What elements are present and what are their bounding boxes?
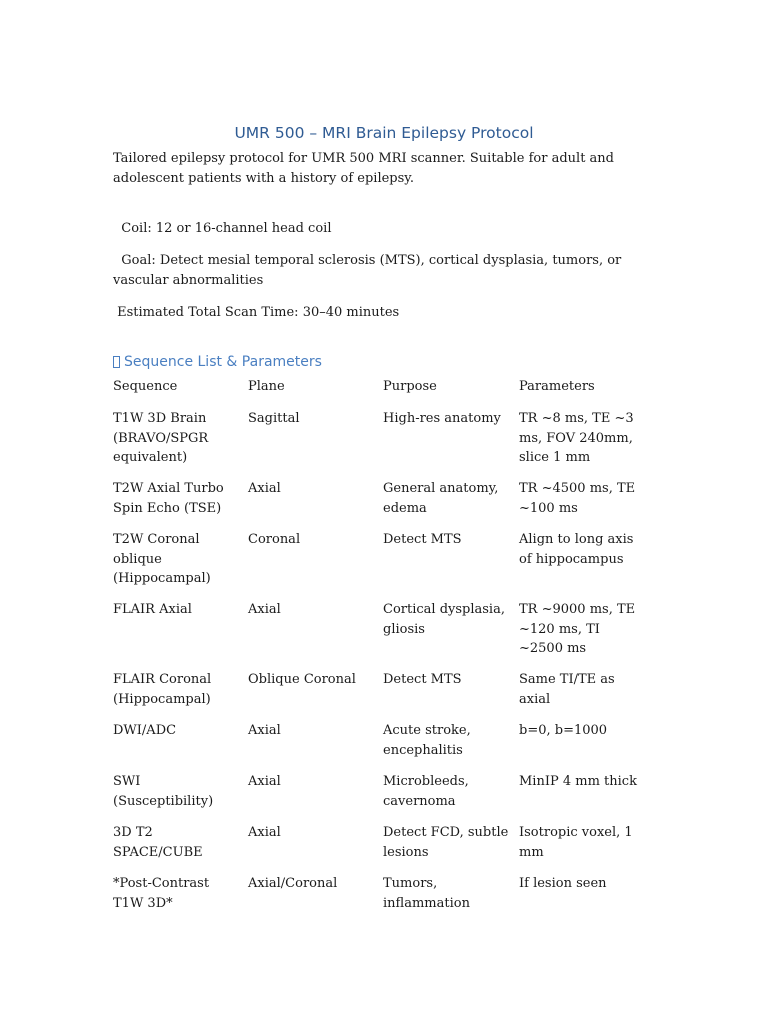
- header-sequence: Sequence: [113, 379, 178, 394]
- scan-time-line: Estimated Total Scan Time: 30–40 minutes: [113, 305, 400, 320]
- cell-purpose: Detect FCD, subtle lesions: [383, 825, 509, 860]
- cell-parameters: MinIP 4 mm thick: [519, 774, 637, 789]
- table-row: [113, 874, 653, 925]
- cell-sequence: *Post-Contrast T1W 3D*: [113, 876, 210, 911]
- table-row: [113, 721, 653, 772]
- cell-plane: Axial: [248, 774, 281, 789]
- table-header-row: [113, 377, 653, 409]
- missing-glyph-icon: [113, 356, 120, 368]
- cell-purpose: Tumors, inflammation: [383, 876, 470, 911]
- table-row: [113, 479, 653, 530]
- cell-purpose: Cortical dysplasia, gliosis: [383, 602, 505, 637]
- section-heading: [113, 354, 322, 370]
- cell-purpose: High-res anatomy: [383, 411, 501, 426]
- cell-plane: Sagittal: [248, 411, 300, 426]
- table-row: [113, 823, 653, 874]
- cell-parameters: If lesion seen: [519, 876, 607, 891]
- cell-sequence: 3D T2 SPACE/CUBE: [113, 825, 203, 860]
- cell-plane: Axial: [248, 723, 281, 738]
- cell-parameters: Isotropic voxel, 1 mm: [519, 825, 633, 860]
- cell-parameters: Align to long axis of hippocampus: [519, 532, 634, 567]
- cell-sequence: FLAIR Coronal (Hippocampal): [113, 672, 212, 707]
- table-row: [113, 409, 653, 479]
- cell-plane: Axial: [248, 825, 281, 840]
- cell-sequence: SWI (Susceptibility): [113, 774, 214, 809]
- cell-parameters: Same TI/TE as axial: [519, 672, 615, 707]
- table-row: [113, 772, 653, 823]
- coil-line: Coil: 12 or 16-channel head coil: [113, 221, 332, 236]
- cell-plane: Axial: [248, 602, 281, 617]
- header-purpose: Purpose: [383, 379, 437, 394]
- cell-parameters: b=0, b=1000: [519, 723, 608, 738]
- cell-parameters: TR ~9000 ms, TE ~120 ms, TI ~2500 ms: [519, 602, 636, 656]
- section-heading-text: Sequence List & Parameters: [124, 354, 322, 370]
- table-row: [113, 670, 653, 721]
- table-row: [113, 530, 653, 600]
- goal-line: Goal: Detect mesial temporal sclerosis (MTS), cortical dysplasia, tumors, or vascular abnormalities: [113, 253, 626, 288]
- cell-sequence: T2W Axial Turbo Spin Echo (TSE): [113, 481, 224, 516]
- cell-parameters: TR ~8 ms, TE ~3 ms, FOV 240mm, slice 1 mm: [519, 411, 634, 465]
- table-row: [113, 600, 653, 670]
- cell-plane: Oblique Coronal: [248, 672, 356, 687]
- cell-purpose: Detect MTS: [383, 532, 462, 547]
- cell-sequence: T2W Coronal oblique (Hippocampal): [113, 532, 211, 586]
- cell-purpose: Acute stroke, encephalitis: [383, 723, 471, 758]
- cell-plane: Coronal: [248, 532, 301, 547]
- cell-sequence: DWI/ADC: [113, 723, 177, 738]
- sequence-table: [113, 377, 653, 925]
- cell-purpose: General anatomy, edema: [383, 481, 499, 516]
- cell-sequence: T1W 3D Brain (BRAVO/SPGR equivalent): [113, 411, 209, 465]
- cell-sequence: FLAIR Axial: [113, 602, 192, 617]
- cell-parameters: TR ~4500 ms, TE ~100 ms: [519, 481, 636, 516]
- cell-plane: Axial/Coronal: [248, 876, 338, 891]
- cell-plane: Axial: [248, 481, 281, 496]
- cell-purpose: Microbleeds, cavernoma: [383, 774, 469, 809]
- cell-purpose: Detect MTS: [383, 672, 462, 687]
- document-title: UMR 500 – MRI Brain Epilepsy Protocol: [234, 124, 534, 142]
- header-plane: Plane: [248, 379, 285, 394]
- header-parameters: Parameters: [519, 379, 595, 394]
- intro-paragraph: Tailored epilepsy protocol for UMR 500 MRI scanner. Suitable for adult and adolescent patients with a history of epilepsy.: [113, 151, 615, 186]
